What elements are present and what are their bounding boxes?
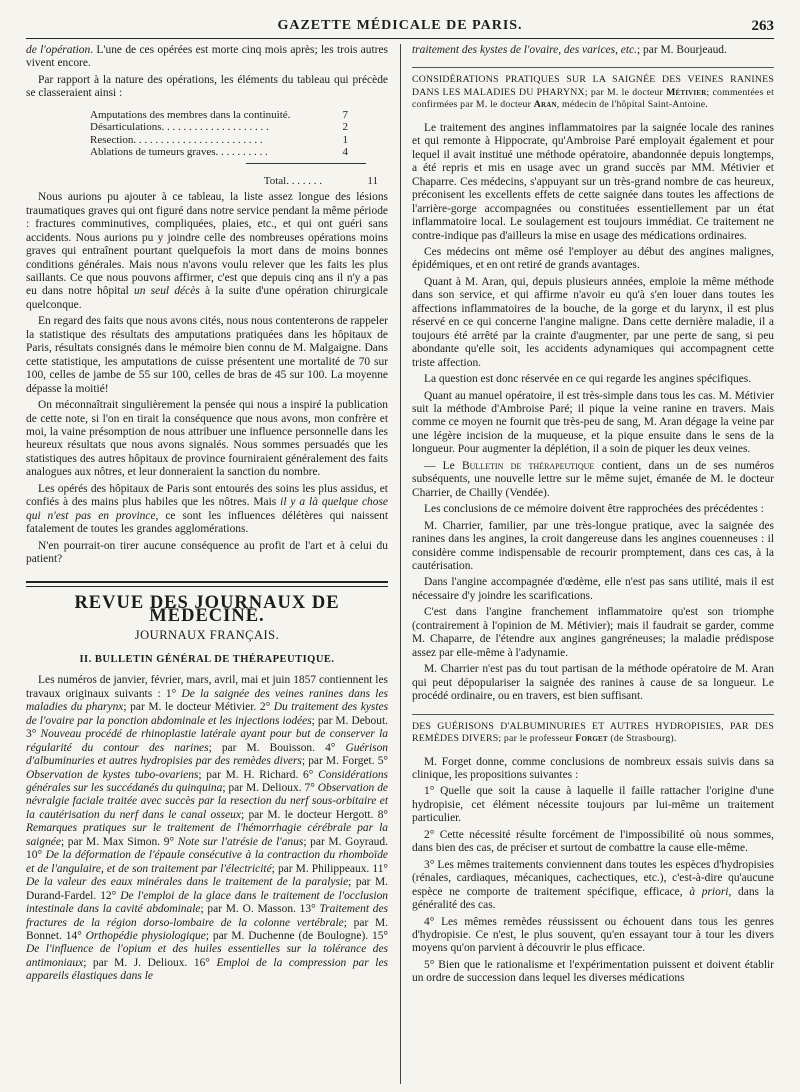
paragraph: C'est dans l'angine franchement inflammatoire qu'est son triomphe (contrairement à l'opinion de M. Métivier); mais il faudrait se garder, comme M. Chaparre, de l'étendre aux angines gangréneuses; la maladie prédispose assez par elle-même à l'adynamie. [412, 606, 774, 659]
left-column [26, 44, 388, 984]
text: ; commentées et confirmées par M. le docteur [412, 86, 775, 111]
paragraph [26, 44, 388, 71]
row-label: Resection. . . . . . . . . . . . . . . . . . . . . . . . [90, 133, 263, 146]
text: ; par M. Bonnet. 14° [26, 916, 388, 942]
text: ; par M. le docteur Hergott. 8° [240, 808, 388, 821]
paragraph: Le traitement des angines inflammatoires par la saignée locale des ranines et qui remonte à Hippocrate, qu'Ambroise Paré employait également et pour lequel il avait institué une méthode opératoire, abandonnée depuis longtemps, a été repris et mis en usage avec un grand succès par MM. Métivier et Chaparre. Ces médecins, s'appuyant sur un très-grand nombre de cas heureux, préconisent les excellents effets de cette saignée dans toutes les affections de l'arrière-gorge accompagnées ou constituées essentiellement par un état inflammatoire local. Le soulagement est toujours immédiat. Ce traitement ne contre-indique pas d'ailleurs la mise en usage des médications ordinaires. [412, 121, 774, 242]
paragraph: Dans l'angine accompagnée d'œdème, elle n'est pas sans utilité, mais il est nécessaire d'y joindre les scarifications. [412, 576, 774, 602]
row-value: 2 [342, 121, 348, 134]
paragraph [412, 859, 774, 913]
section-heading: II. BULLETIN GÉNÉRAL DE THÉRAPEUTIQUE. [79, 653, 335, 665]
table-row [90, 121, 348, 134]
emphasis: un seul décès [134, 285, 200, 298]
row-label: Désarticulations. . . . . . . . . . . . . . . . . . . . [90, 121, 269, 134]
running-header [26, 18, 774, 39]
text: ; par M. Philippeaux. 11° [271, 862, 388, 875]
row-value: 4 [342, 146, 348, 159]
row-label: Ablations de tumeurs graves. . . . . . . . . . [90, 146, 268, 159]
section-rule [26, 581, 388, 587]
work-title: Guérison d'albuminuries et autres hydropisies par des remèdes divers [26, 741, 389, 768]
work-title: Remarques pratiques sur le traitement de l'hémorrhagie cérébrale par la saignée [26, 822, 388, 848]
work-title: Considérations générales sur les succédanés du quinquina [26, 768, 388, 794]
text: ; par M. Delioux. 7° [222, 781, 318, 794]
section-heading-albuminuries [412, 721, 774, 746]
text: ; par M. Goyraud. 10° [26, 835, 388, 862]
rule [412, 714, 774, 715]
text: (de Strasbourg). [607, 733, 677, 745]
text: . L'une de ces opérées est morte cinq mois après; les trois autres vivent encore. [26, 44, 388, 70]
text: ; par M. le docteur [584, 86, 667, 98]
paragraph: 2° Cette nécessité résulte forcément de l'impossibilité où nous sommes, dans bien des cas, de préciser et surtout de combattre la cause elle-même. [412, 828, 774, 855]
work-title: De la déformation de l'épaule consécutive à la contraction du rhomboïde et de l'angulaire, et de son traitement par l'électricité [26, 849, 388, 875]
text: ; par M. Duchenne (de Boulogne). 15° [205, 929, 388, 942]
journal-name: Bulletin de thérapeutique [461, 459, 595, 472]
work-title: Traitement des fractures de la région dorso-lombaire de la colonne vertébrale [26, 903, 389, 929]
section-heading-saignee [412, 74, 774, 112]
paragraph [412, 460, 774, 500]
text: ; par M. le docteur Métivier. 2° [123, 701, 274, 714]
text: ; par M. Max Simon. 9° [60, 835, 178, 848]
emphasis: traitement des kystes de l'ovaire, des varices, etc. [412, 44, 637, 56]
row-label: Amputations des membres dans la continuité. [90, 108, 291, 121]
work-title: Observation de kystes tubo-ovariens [26, 768, 199, 781]
paragraph: Les conclusions de ce mémoire doivent être rapprochées des précédentes : [424, 503, 764, 516]
text: 3° Les mêmes traitements conviennent dans toutes les espèces d'hydropisies (rénales, cardiaques, mécaniques, cachectiques, etc.), c'est-à-dire qu'aucune espèce ne comporte de traitement spécifique, efficace, [412, 858, 774, 898]
text: , médecin de l'hôpital Saint-Antoine. [556, 99, 708, 111]
paragraph [412, 44, 774, 57]
total-rule [246, 163, 366, 164]
text: à la suite d'une opération chirurgicale quelconque. [26, 285, 389, 311]
text: Les numéros de janvier, février, mars, avril, mai et juin 1857 contiennent les travaux originaux suivants : 1° [26, 674, 388, 700]
paragraph: M. Charrier n'est pas du tout partisan de la méthode opératoire de M. Aran qui peut dépopulariser la saignée des ranines à cause de sa longueur. Le procédé ordinaire, ou en travers, est bien suffisant. [412, 663, 774, 703]
row-value: 1 [342, 133, 348, 146]
table-row [90, 109, 348, 122]
total-value: 11 [367, 174, 378, 187]
work-title: De l'influence de l'opium et des huiles essentielles sur la tolérance des antimoniaux [26, 943, 388, 969]
text: ; par M. O. Masson. 13° [200, 903, 320, 916]
paragraph: Ces médecins ont même osé l'employer au début des angines malignes, épidémiques, et en ont retiré de grands avantages. [412, 246, 774, 272]
text: Nous aurions pu ajouter à ce tableau, la liste assez longue des lésions traumatiques graves qui ont figuré dans notre service pendant la même période : fractures comminutives, compliquées, plaies, etc., et qui ont guéri sans accidents. Nous aurions pu y joindre celle des nombreuses opérations moins graves qui entraînent pourtant quelquefois la mort dans de moins bonnes conditions générales. Mais nous n'avons voulu relever que les faits les plus saillants. Ce que nous pouvons affirmer, c'est que depuis cinq ans il n'y a pas eu dans notre hôpital [26, 191, 388, 298]
paragraph: La question est donc réservée en ce qui regarde les angines spécifiques. [424, 373, 752, 386]
heading-text: DES GUÉRISONS D'ALBUMINURIES ET AUTRES HYDROPISIES, PAR DES REMÈDES DIVERS [412, 720, 774, 745]
work-title: De la valeur des eaux minérales dans le traitement de la paralysie [26, 876, 349, 889]
text: ; par M. Bouisson. 4° [208, 741, 346, 754]
text: ; par M. J. Delioux. 16° [83, 956, 217, 969]
work-title: Note sur l'atrésie de l'anus [177, 835, 304, 848]
work-title: Nouveau procédé de rhinoplastie latérale ayant pour but de conserver la régularité du contour des narines [26, 728, 388, 754]
paragraph [26, 483, 388, 537]
paragraph: Par rapport à la nature des opérations, les éléments du tableau qui précède se classeraient ainsi : [26, 73, 388, 100]
emphasis: il y a là quelque chose qui n'est pas en province [26, 496, 389, 522]
paragraph: M. Forget donne, comme conclusions de nombreux essais suivis dans sa clinique, les propositions suivantes : [412, 755, 774, 781]
paragraph: 5° Bien que le rationalisme et l'expérimentation puissent et doivent établir un ordre de succession dans lequel les diverses médications [412, 958, 774, 985]
paragraph: M. Charrier, familier, par une très-longue pratique, avec la saignée des ranines dans les angines, la croit dangereuse dans les angines couenneuses : il considère comme indispensable de recourir promptement, dans ces cas, à la cautérisation. [412, 519, 774, 572]
work-title: De l'emploi de la glace dans le traitement de l'occlusion intestinale dans la cavité abdominale [26, 889, 389, 916]
paragraph: Quant à M. Aran, qui, depuis plusieurs années, emploie la même méthode dans son service, et qui affirme n'avoir eu qu'à s'en louer dans toutes les affections inflammatoires de la bouche, de la gorge et du larynx, il est plus réservé en ce qui concerne l'angine maligne. Dans cette dernière maladie, il a toujours été arrêté par la crainte d'augmenter, par une perte de sang, si peu abondante qu'elle soit, les accidents adynamiques qui accompagnent cette triste affection. [412, 275, 774, 369]
paragraph: 4° Les mêmes remèdes réussissent ou échouent dans tous les genres d'hydropisie. Ce n'est, le plus souvent, qu'en essayant tour à tour les divers moyens qu'on parvient à découvrir le plus efficace. [412, 915, 774, 955]
work-title: Orthopédie physiologique [85, 929, 206, 942]
total-label: Total. . . . . . . [263, 174, 322, 187]
text: ; par M. Debout. 3° [26, 714, 388, 741]
row-value: 7 [342, 108, 348, 121]
paragraph: Quant au manuel opératoire, il est très-simple dans tous les cas. M. Métivier suit la méthode d'Ambroise Paré; il pique la veine ranine en travers. Mais comme ce moyen ne fournit que très-peu de sang, M. Aran dégage la veine par une légère incision de la muqueuse, et la pique ensuite dans le sens de la longueur. Pour augmenter la déplétion, il a soin de piquer les deux veines. [412, 389, 774, 456]
text: , dans la généralité des cas. [412, 885, 774, 912]
text: ; par M. Bourjeaud. [636, 44, 727, 56]
work-title: Du traitement des kystes de l'ovaire par la ponction abdominale et les injections iodées [26, 701, 389, 727]
paragraph: N'en pourrait-on tirer aucune conséquence au profit de l'art et à celui du patient? [26, 539, 388, 566]
work-title: Emploi de la compression par les appareils élastiques dans le [26, 956, 388, 983]
text: — Le [424, 459, 462, 472]
revue-subtitle: JOURNAUX FRANÇAIS. [134, 628, 280, 643]
emphasis: de l'opération [26, 44, 91, 56]
work-title: De la saignée des veines ranines dans les maladies du pharynx [26, 687, 389, 714]
paragraph [26, 191, 388, 312]
text: ; par le professeur [498, 733, 576, 745]
page-number: 263 [751, 18, 774, 34]
paragraph: 1° Quelle que soit la cause à laquelle il faille rattacher l'origine d'une hydropisie, cet élément nécessite toujours par lui-même un traitement particulier. [412, 785, 774, 825]
author-name: Forget [575, 733, 608, 745]
paragraph-works-list [26, 674, 388, 983]
emphasis: à priori [689, 885, 729, 898]
text: ; par M. H. Richard. 6° [198, 768, 319, 781]
table-total-row [90, 166, 378, 188]
table-row [90, 146, 348, 159]
journal-title: GAZETTE MÉDICALE DE PARIS. [277, 18, 523, 33]
heading-text: CONSIDÉRATIONS PRATIQUES SUR LA SAIGNÉE DES VEINES RANINES DANS LES MALADIES DU PHARYNX [412, 74, 774, 98]
table-row [90, 134, 348, 147]
rule [412, 67, 774, 68]
column-divider [400, 44, 401, 1084]
revue-title: REVUE DES JOURNAUX DE MÉDECINE. [74, 592, 340, 626]
work-title: Observation de névralgie faciale traitée avec succès par la resection du nerf sous-orbitaire et la cautérisation du nerf dans le canal osseux [26, 781, 388, 821]
operations-table [90, 109, 348, 159]
author-name: Aran [533, 99, 557, 111]
text: , ce sont les influences délétères qui naissent fatalement de toutes les grandes agglomérations. [26, 509, 389, 536]
paragraph: On méconnaîtrait singulièrement la pensée qui nous a inspiré la publication de cette note, si l'on en tirait la conséquence que nous avons, mon confrère et moi, la vaine présomption de nous attribuer une influence personnelle dans les heureux résultats que nous avons signalés. Nous sommes persuadés que les statistiques des autres hôpitaux de province fourniraient généralement des faits analogues aux nôtres, et leur donneraient la sanction du nombre. [26, 399, 388, 479]
text: ; par M. Durand-Fardel. 12° [26, 876, 389, 902]
text: contient, dans un de ses numéros subséquents, une nouvelle lettre sur le même sujet, émanée de M. le docteur Charrier, de Chailly (Vendée). [412, 459, 774, 499]
operations-total [90, 166, 378, 188]
right-column [412, 44, 774, 986]
paragraph: En regard des faits que nous avons cités, nous nous contenterons de rappeler la statistique des résultats des amputations pratiquées dans les hôpitaux de Paris, résultats consignés dans le mémoire bien connu de M. Malgaigne. Dans cette statistique, les amputations de cuisse présentent une mortalité de 70 sur 100, celles de jambe de 55 sur 100, celles de bras de 45 sur 100. La moyenne dépasse la moitié! [26, 315, 388, 395]
text: Les opérés des hôpitaux de Paris sont entourés des soins les plus assidus, et confiés à des mains plus habiles que les nôtres. Mais [26, 482, 388, 509]
text: ; par M. Forget. 5° [301, 755, 388, 768]
author-name: Métivier [666, 86, 707, 98]
